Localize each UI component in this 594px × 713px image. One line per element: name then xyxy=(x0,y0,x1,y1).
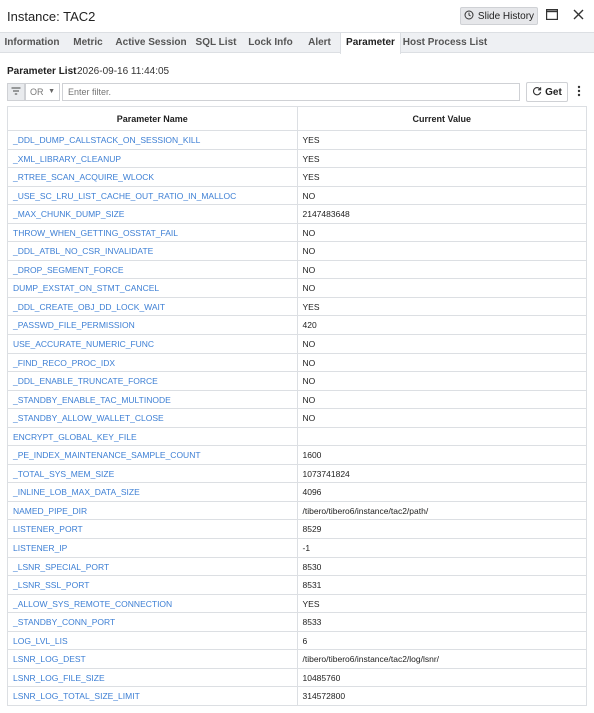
table-row[interactable] xyxy=(8,224,587,243)
get-button[interactable] xyxy=(526,82,568,102)
table-row[interactable] xyxy=(8,483,587,502)
table-row[interactable] xyxy=(8,465,587,484)
maximize-button[interactable] xyxy=(544,8,560,24)
current-value-cell: 10485760 xyxy=(298,669,588,688)
current-value-cell: NO xyxy=(298,242,588,261)
chevron-down-icon: ▼ xyxy=(48,88,55,95)
table-row[interactable] xyxy=(8,632,587,651)
parameter-name-cell[interactable]: _STANDBY_CONN_PORT xyxy=(8,613,298,632)
parameter-name-cell[interactable]: _DDL_CREATE_OBJ_DD_LOCK_WAIT xyxy=(8,298,298,317)
table-row[interactable] xyxy=(8,409,587,428)
filter-icon xyxy=(11,86,21,98)
table-row[interactable] xyxy=(8,391,587,410)
table-row[interactable] xyxy=(8,558,587,577)
current-value-cell: 8529 xyxy=(298,520,588,539)
parameter-name-cell[interactable]: USE_ACCURATE_NUMERIC_FUNC xyxy=(8,335,298,354)
close-icon xyxy=(573,9,584,23)
tab-sql-list[interactable]: SQL List xyxy=(195,37,237,48)
table-row[interactable] xyxy=(8,520,587,539)
current-value-cell: YES xyxy=(298,131,588,150)
parameter-name-cell[interactable]: _PE_INDEX_MAINTENANCE_SAMPLE_COUNT xyxy=(8,446,298,465)
column-header-current-value[interactable]: Current Value xyxy=(298,107,588,131)
tab-metric[interactable]: Metric xyxy=(73,37,103,48)
current-value-cell: 4096 xyxy=(298,483,588,502)
parameter-name-cell[interactable]: _MAX_CHUNK_DUMP_SIZE xyxy=(8,205,298,224)
table-row[interactable] xyxy=(8,168,587,187)
table-row[interactable] xyxy=(8,187,587,206)
parameter-name-cell[interactable]: THROW_WHEN_GETTING_OSSTAT_FAIL xyxy=(8,224,298,243)
parameter-name-cell[interactable]: _STANDBY_ALLOW_WALLET_CLOSE xyxy=(8,409,298,428)
current-value-cell: NO xyxy=(298,224,588,243)
table-row[interactable] xyxy=(8,502,587,521)
table-row[interactable] xyxy=(8,539,587,558)
table-row[interactable] xyxy=(8,687,587,706)
current-value-cell: 6 xyxy=(298,632,588,651)
current-value-cell: 1600 xyxy=(298,446,588,465)
table-row[interactable] xyxy=(8,595,587,614)
current-value-cell: NO xyxy=(298,409,588,428)
current-value-cell: 420 xyxy=(298,316,588,335)
parameter-name-cell[interactable]: _LSNR_SPECIAL_PORT xyxy=(8,558,298,577)
parameter-name-cell[interactable]: _DDL_ATBL_NO_CSR_INVALIDATE xyxy=(8,242,298,261)
window-title: Instance: TAC2 xyxy=(7,8,96,24)
parameter-name-cell[interactable]: _DROP_SEGMENT_FORCE xyxy=(8,261,298,280)
parameter-name-cell[interactable]: _PASSWD_FILE_PERMISSION xyxy=(8,316,298,335)
current-value-cell xyxy=(298,428,588,447)
table-row[interactable] xyxy=(8,354,587,373)
table-body xyxy=(8,131,587,706)
filter-operator-value: OR xyxy=(30,87,44,97)
parameter-list-timestamp: 2026-09-16 11:44:05 xyxy=(77,66,170,77)
current-value-cell: YES xyxy=(298,595,588,614)
table-row[interactable] xyxy=(8,428,587,447)
tab-alert[interactable]: Alert xyxy=(308,37,331,48)
parameter-name-cell[interactable]: DUMP_EXSTAT_ON_STMT_CANCEL xyxy=(8,279,298,298)
parameter-name-cell[interactable]: _DDL_DUMP_CALLSTACK_ON_SESSION_KILL xyxy=(8,131,298,150)
current-value-cell: NO xyxy=(298,279,588,298)
parameter-name-cell[interactable]: _TOTAL_SYS_MEM_SIZE xyxy=(8,465,298,484)
current-value-cell: NO xyxy=(298,187,588,206)
current-value-cell: NO xyxy=(298,354,588,373)
clock-icon xyxy=(464,10,474,23)
table-row[interactable] xyxy=(8,279,587,298)
current-value-cell: YES xyxy=(298,150,588,169)
current-value-cell: YES xyxy=(298,298,588,317)
slide-history-button[interactable] xyxy=(460,7,538,25)
table-row[interactable] xyxy=(8,335,587,354)
filter-toggle-button[interactable] xyxy=(7,83,25,101)
table-row[interactable] xyxy=(8,205,587,224)
parameter-name-cell[interactable]: NAMED_PIPE_DIR xyxy=(8,502,298,521)
current-value-cell: /tibero/tibero6/instance/tac2/log/lsnr/ xyxy=(298,650,588,669)
table-row[interactable] xyxy=(8,669,587,688)
refresh-icon xyxy=(532,86,542,99)
parameter-name-cell[interactable]: _ALLOW_SYS_REMOTE_CONNECTION xyxy=(8,595,298,614)
table-row[interactable] xyxy=(8,150,587,169)
table-row[interactable] xyxy=(8,242,587,261)
table-row[interactable] xyxy=(8,613,587,632)
table-row[interactable] xyxy=(8,576,587,595)
parameter-name-cell[interactable]: LSNR_LOG_TOTAL_SIZE_LIMIT xyxy=(8,687,298,706)
table-row[interactable] xyxy=(8,372,587,391)
table-row[interactable] xyxy=(8,261,587,280)
parameter-name-cell[interactable]: _RTREE_SCAN_ACQUIRE_WLOCK xyxy=(8,168,298,187)
parameter-name-cell[interactable]: _STANDBY_ENABLE_TAC_MULTINODE xyxy=(8,391,298,410)
parameter-name-cell[interactable]: _XML_LIBRARY_CLEANUP xyxy=(8,150,298,169)
parameter-name-cell[interactable]: _LSNR_SSL_PORT xyxy=(8,576,298,595)
close-button[interactable] xyxy=(570,8,586,24)
parameter-name-cell[interactable]: LISTENER_IP xyxy=(8,539,298,558)
filter-input[interactable] xyxy=(62,83,520,101)
table-row[interactable] xyxy=(8,298,587,317)
filter-operator-select[interactable] xyxy=(25,83,60,101)
table-header xyxy=(8,107,587,131)
more-vertical-icon xyxy=(577,85,581,100)
parameter-name-cell[interactable]: LSNR_LOG_FILE_SIZE xyxy=(8,669,298,688)
tab-lock-info[interactable]: Lock Info xyxy=(248,37,293,48)
tab-host-process-list[interactable]: Host Process List xyxy=(402,37,488,48)
current-value-cell: NO xyxy=(298,335,588,354)
current-value-cell: NO xyxy=(298,391,588,410)
parameter-name-cell[interactable]: _INLINE_LOB_MAX_DATA_SIZE xyxy=(8,483,298,502)
table-row[interactable] xyxy=(8,131,587,150)
current-value-cell: 1073741824 xyxy=(298,465,588,484)
parameter-name-cell[interactable]: _USE_SC_LRU_LIST_CACHE_OUT_RATIO_IN_MALLOC xyxy=(8,187,298,206)
maximize-icon xyxy=(546,9,558,23)
current-value-cell: /tibero/tibero6/instance/tac2/path/ xyxy=(298,502,588,521)
slide-history-label: Slide History xyxy=(477,10,535,22)
table-row[interactable] xyxy=(8,650,587,669)
column-header-parameter-name[interactable]: Parameter Name xyxy=(8,107,298,131)
current-value-cell: -1 xyxy=(298,539,588,558)
tab-active-session[interactable]: Active Session xyxy=(115,37,187,48)
current-value-cell: 314572800 xyxy=(298,687,588,706)
parameter-name-cell[interactable]: _DDL_ENABLE_TRUNCATE_FORCE xyxy=(8,372,298,391)
tab-bar xyxy=(0,32,594,53)
current-value-cell: YES xyxy=(298,168,588,187)
table-row[interactable] xyxy=(8,446,587,465)
tab-information[interactable]: Information xyxy=(4,37,60,48)
table-row[interactable] xyxy=(8,316,587,335)
parameter-table xyxy=(7,106,587,706)
current-value-cell: NO xyxy=(298,261,588,280)
more-options-button[interactable] xyxy=(573,83,585,101)
current-value-cell: 2147483648 xyxy=(298,205,588,224)
parameter-name-cell[interactable]: _FIND_RECO_PROC_IDX xyxy=(8,354,298,373)
current-value-cell: NO xyxy=(298,372,588,391)
current-value-cell: 8530 xyxy=(298,558,588,577)
get-button-label: Get xyxy=(545,86,562,98)
parameter-name-cell[interactable]: LOG_LVL_LIS xyxy=(8,632,298,651)
tab-parameter[interactable]: Parameter xyxy=(340,33,401,54)
parameter-list-title: Parameter List xyxy=(7,66,77,77)
current-value-cell: 8533 xyxy=(298,613,588,632)
parameter-name-cell[interactable]: LSNR_LOG_DEST xyxy=(8,650,298,669)
parameter-name-cell[interactable]: LISTENER_PORT xyxy=(8,520,298,539)
current-value-cell: 8531 xyxy=(298,576,588,595)
parameter-name-cell[interactable]: ENCRYPT_GLOBAL_KEY_FILE xyxy=(8,428,298,447)
